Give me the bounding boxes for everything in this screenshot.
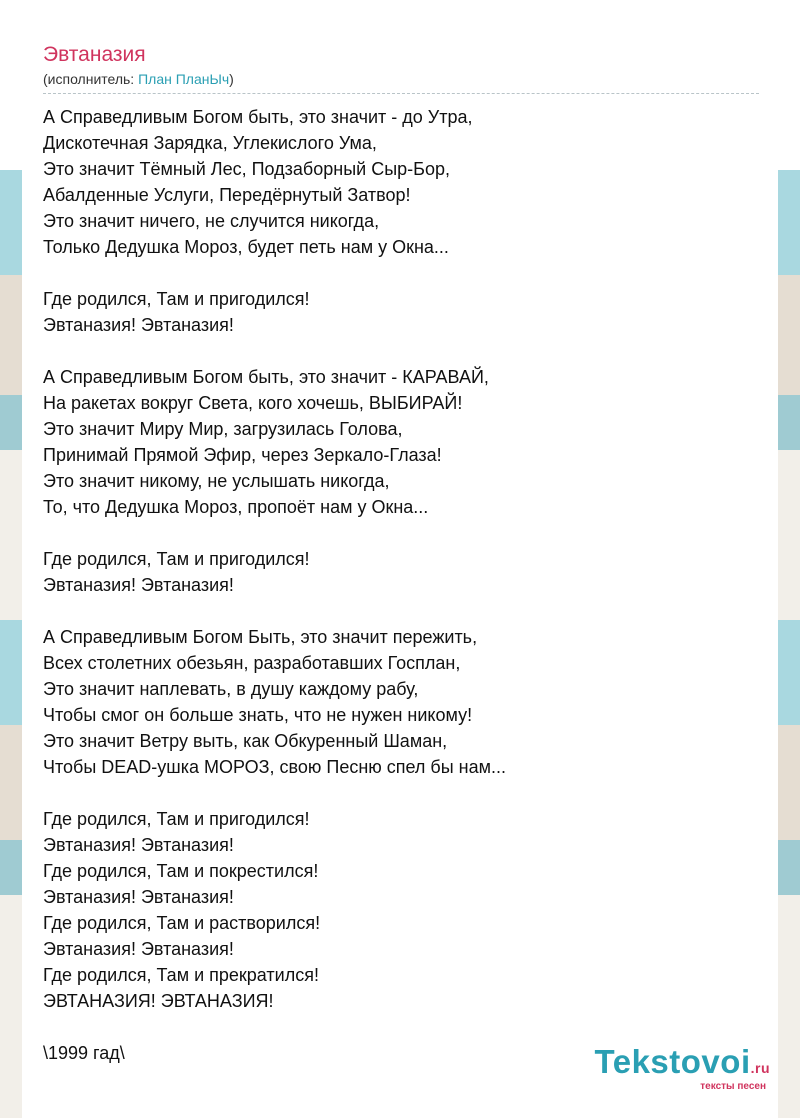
lyrics-line: Где родился, Там и пригодился! [43,809,310,829]
site-logo[interactable] [595,1045,770,1092]
logo-tld: .ru [750,1060,770,1076]
logo-name: Tekstovoi [594,1043,751,1080]
lyrics-stanza [43,286,758,338]
lyrics-line: А Справедливым Богом быть, это значит - КАРАВАЙ, [43,367,489,387]
lyrics-line: На ракетах вокруг Света, кого хочешь, ВЫБИРАЙ! [43,393,463,413]
lyrics-line: Эвтаназия! Эвтаназия! [43,939,234,959]
lyrics-line: Где родился, Там и растворился! [43,913,321,933]
lyrics-body [43,104,758,1066]
lyrics-line: \1999 гад\ [43,1043,125,1063]
lyrics-stanza [43,104,758,260]
artist-link[interactable]: План ПланЫч [138,71,230,87]
lyrics-line: Где родился, Там и пригодился! [43,549,310,569]
title-divider [43,93,759,94]
lyrics-line: То, что Дедушка Мороз, пропоёт нам у Окна... [43,497,429,517]
lyrics-line: Это значит Тёмный Лес, Подзаборный Сыр-Бор, [43,159,450,179]
lyrics-stanza [43,364,758,520]
lyrics-line: Эвтаназия! Эвтаназия! [43,835,234,855]
lyrics-line: ЭВТАНАЗИЯ! ЭВТАНАЗИЯ! [43,991,274,1011]
lyrics-line: А Справедливым Богом Быть, это значит пережить, [43,627,478,647]
lyrics-line: Где родился, Там и покрестился! [43,861,319,881]
lyrics-line: Всех столетних обезьян, разработавших Госплан, [43,653,461,673]
lyrics-line: Эвтаназия! Эвтаназия! [43,315,234,335]
lyrics-line: Абалденные Услуги, Передёрнутый Затвор! [43,185,411,205]
lyrics-line: Дискотечная Зарядка, Углекислого Ума, [43,133,377,153]
lyrics-line: Это значит Миру Мир, загрузилась Голова, [43,419,403,439]
lyrics-line: Это значит Ветру выть, как Обкуренный Шаман, [43,731,448,751]
song-title: Эвтаназия [43,43,146,66]
lyrics-line: Принимай Прямой Эфир, через Зеркало-Глаза! [43,445,442,465]
logo-wordmark [595,1045,770,1085]
artist-line [43,70,758,88]
lyrics-stanza [43,624,758,780]
lyrics-line: Только Дедушка Мороз, будет петь нам у Окна... [43,237,449,257]
artist-prefix: (исполнитель: [43,71,139,87]
lyrics-stanza [43,806,758,1014]
lyrics-line: Это значит ничего, не случится никогда, [43,211,380,231]
lyrics-stanza [43,546,758,598]
lyrics-card [22,22,778,1118]
logo-tagline: тексты песен [700,1081,766,1092]
lyrics-line: Эвтаназия! Эвтаназия! [43,887,234,907]
lyrics-line: А Справедливым Богом быть, это значит - до Утра, [43,107,473,127]
lyrics-line: Чтобы смог он больше знать, что не нужен никому! [43,705,473,725]
lyrics-line: Где родился, Там и пригодился! [43,289,310,309]
lyrics-line: Где родился, Там и прекратился! [43,965,319,985]
lyrics-line: Это значит наплевать, в душу каждому рабу, [43,679,419,699]
artist-suffix: ) [229,71,234,87]
lyrics-line: Это значит никому, не услышать никогда, [43,471,390,491]
lyrics-line: Эвтаназия! Эвтаназия! [43,575,234,595]
lyrics-line: Чтобы DEAD-ушка МОРОЗ, свою Песню спел бы нам... [43,757,507,777]
